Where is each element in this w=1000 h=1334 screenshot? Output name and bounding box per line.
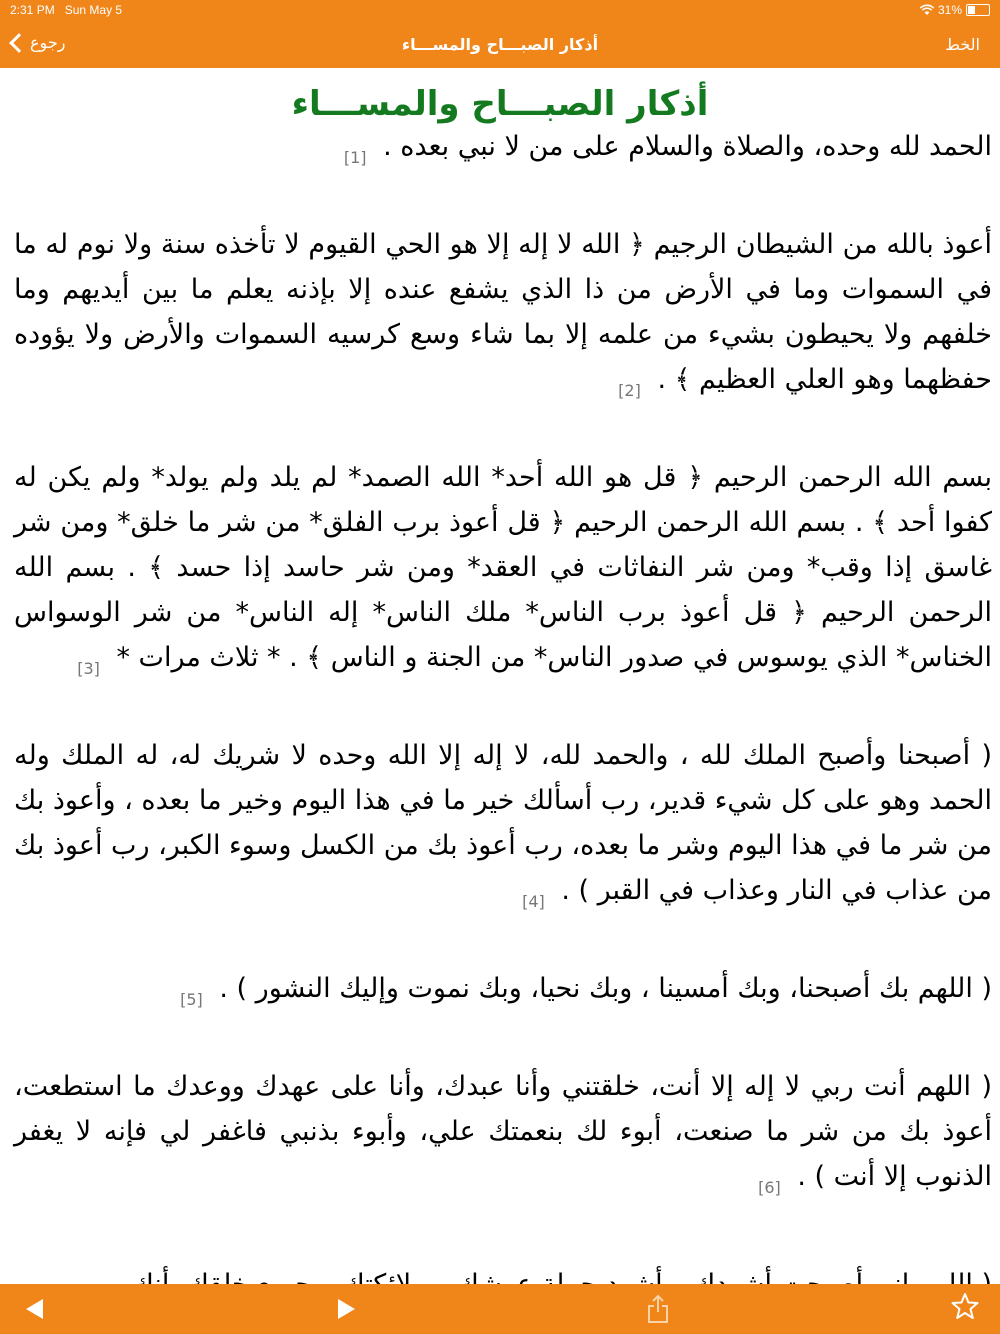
paragraph-text: بسم الله الرحمن الرحيم ﴿ قل هو الله أحد* الله الصمد* لم يلد ولم يولد* ولم يكن له كفوا أحد ﴾ . بسم الله الرحمن الرحيم ﴿ قل أعوذ برب الفلق* من شر ما خلق* ومن شر غاسق إذا وقب* ومن شر النفاثات في العقد* ومن شر حاسد إذا حسد ﴾ . بسم الله الرحمن الرحيم ﴿ قل أعوذ برب الناس* ملك الناس* إله الناس* من شر الوسواس الخناس* الذي يوسوس في صدور الناس* من الجنة و الناس ﴾ . * ثلاث مرات *	[14, 462, 992, 673]
next-arrow-icon[interactable]	[338, 1299, 355, 1319]
dhikr-paragraph-3	[14, 455, 992, 691]
font-button[interactable]: الخط	[945, 35, 980, 54]
reference-link[interactable]: [3]	[77, 659, 100, 678]
battery-icon	[966, 4, 990, 16]
dhikr-paragraph-1	[14, 124, 992, 180]
content-scroll-area[interactable]	[0, 68, 1000, 1284]
star-icon[interactable]	[951, 1292, 979, 1320]
content-heading: أذكار الصبـــاح والمســـاء	[291, 84, 709, 124]
paragraph-text: ( اللهم أنت ربي لا إله إلا أنت، خلقتني وأنا عبدك، وأنا على عهدك ووعدك ما استطعت، أعوذ بك من شر ما صنعت، أبوء لك بنعمتك علي، وأبوء بذنبي فاغفر لي فإنه لا يغفر الذنوب إلا أنت ) .	[14, 1071, 992, 1192]
reference-link[interactable]: [4]	[522, 892, 545, 911]
wifi-icon	[920, 5, 934, 16]
status-date: Sun May 5	[64, 3, 123, 17]
dhikr-paragraph-4	[14, 733, 992, 924]
top-navigation-bar	[0, 0, 1000, 68]
paragraph-text: أعوذ بالله من الشيطان الرجيم ﴿ الله لا إله إلا هو الحي القيوم لا تأخذه سنة ولا نوم له ما في السموات وما في الأرض من ذا الذي يشفع عنده إلا بإذنه يعلم ما بين أيديهم وما خلفهم ولا يحيطون بشيء من علمه إلا بما شاء وسع كرسيه السموات والأرض ولا يؤوده حفظهما وهو العلي العظيم ﴾ .	[14, 229, 992, 395]
previous-arrow-icon[interactable]	[26, 1299, 43, 1319]
reference-link[interactable]: [5]	[180, 990, 203, 1009]
battery-percent: 31%	[937, 3, 962, 17]
back-label: رجوع	[30, 33, 66, 52]
paragraph-text: ( أصبحنا وأصبح الملك لله ، والحمد لله، لا إله إلا الله وحده لا شريك له، له الملك وله الحمد وهو على كل شيء قدير، رب أسألك خير ما في هذا اليوم وخير ما بعده ، وأعوذ بك من شر ما في هذا اليوم وشر ما بعده، رب أعوذ بك من الكسل وسوء الكبر، رب أعوذ بك من عذاب في النار وعذاب في القبر ) .	[14, 740, 992, 906]
reference-link[interactable]: [2]	[618, 381, 641, 400]
status-time-date	[10, 3, 122, 17]
status-right-group	[920, 3, 990, 17]
dhikr-paragraph-6	[14, 1064, 992, 1210]
dhikr-paragraph-5	[14, 966, 992, 1022]
paragraph-text: الحمد لله وحده، والصلاة والسلام على من لا نبي بعده .	[383, 131, 992, 162]
bottom-toolbar	[0, 1284, 1000, 1334]
page-title: أذكار الصبـــاح والمســـاء	[401, 35, 599, 54]
reference-link[interactable]: [6]	[758, 1178, 781, 1197]
paragraph-text: ( اللهم بك أصبحنا، وبك أمسينا ، وبك نحيا، وبك نموت وإليك النشور ) .	[219, 973, 992, 1004]
dhikr-paragraph-2	[14, 222, 992, 413]
reference-link[interactable]: [1]	[343, 148, 367, 167]
status-time: 2:31 PM	[10, 3, 55, 17]
share-icon[interactable]	[647, 1294, 669, 1324]
